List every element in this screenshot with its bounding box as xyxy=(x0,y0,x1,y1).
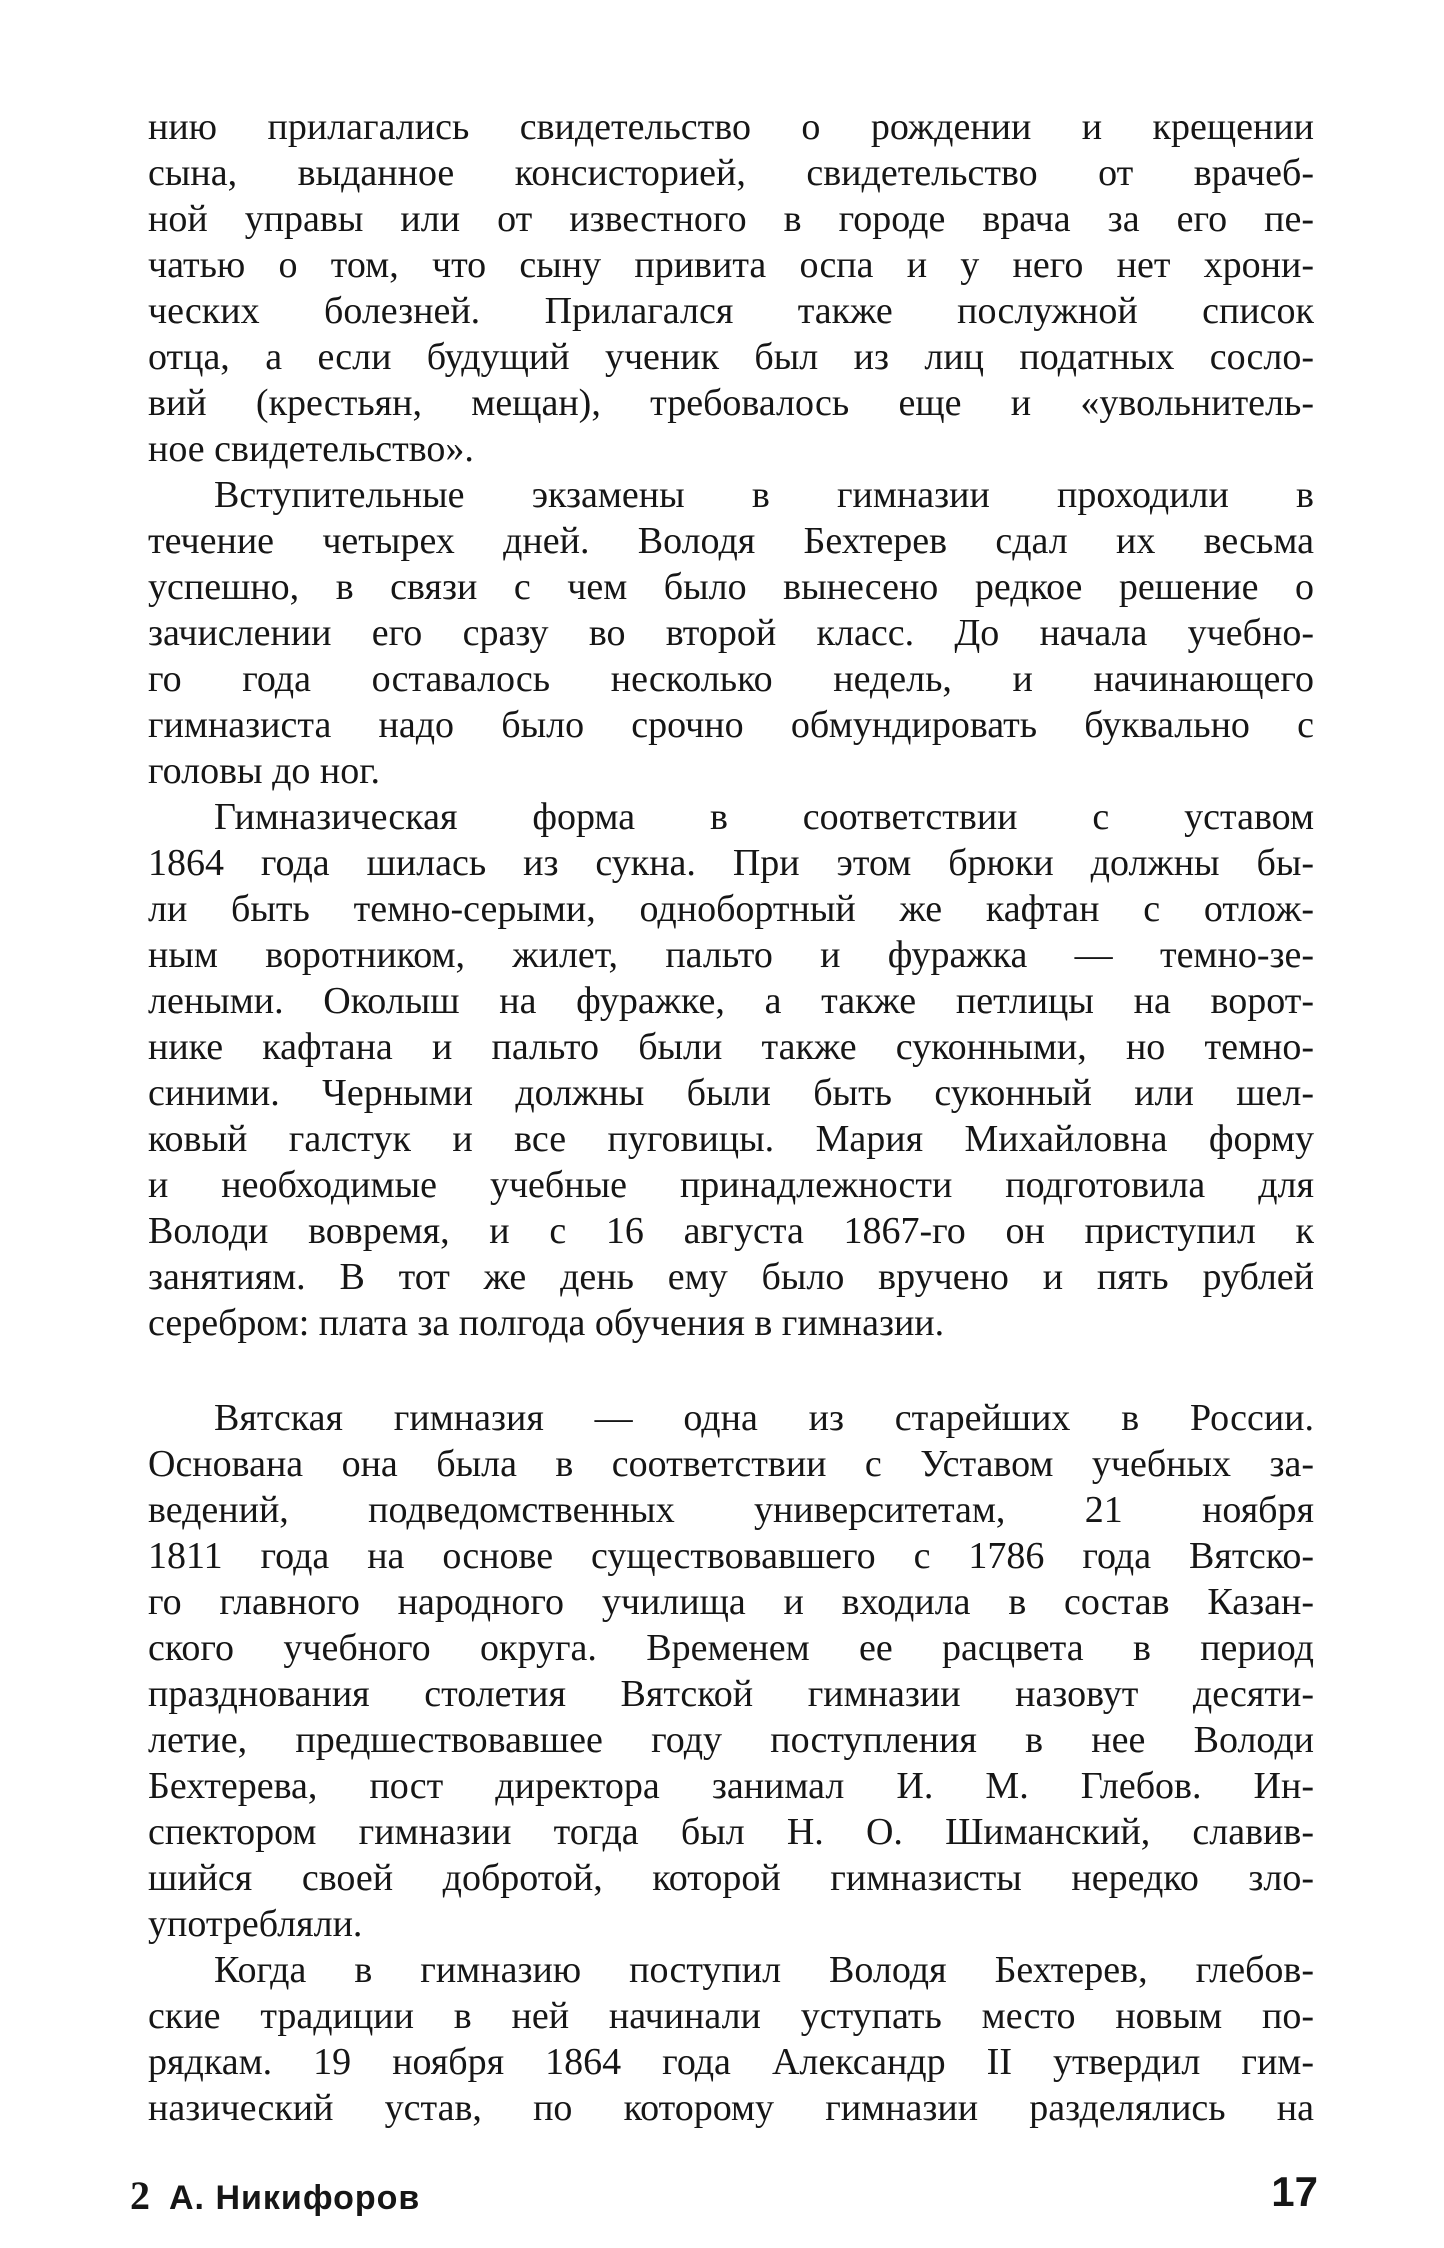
paragraph xyxy=(148,1395,1314,1947)
text-line: Когда в гимназию поступил Володя Бехтерев, глебов- xyxy=(214,1949,1314,1991)
text-line: течение четырех дней. Володя Бехтерев сдал их весьма xyxy=(148,520,1314,562)
text-section-1 xyxy=(148,104,1314,1346)
text-line: Володи вовремя, и с 16 августа 1867-го он приступил к xyxy=(148,1210,1314,1252)
signature-author: А. Никифоров xyxy=(169,2179,421,2217)
text-line: нике кафтана и пальто были также суконными, но темно- xyxy=(148,1026,1314,1068)
text-section-2 xyxy=(148,1395,1314,2131)
text-line: чатью о том, что сыну привита оспа и у него нет хрони- xyxy=(148,244,1314,286)
text-line: рядкам. 19 ноября 1864 года Александр II утвердил гим- xyxy=(148,2041,1314,2083)
text-line: летие, предшествовавшее году поступления в нее Володи xyxy=(148,1719,1314,1761)
text-line: ное свидетельство». xyxy=(148,428,474,470)
text-line: спектором гимназии тогда был Н. О. Шиманский, славив- xyxy=(148,1811,1314,1853)
text-line: ведений, подведомственных университетам, 21 ноября xyxy=(148,1489,1314,1531)
signature-number: 2 xyxy=(130,2173,151,2218)
text-line: шийся своей добротой, которой гимназисты нередко зло- xyxy=(148,1857,1314,1899)
text-line: Бехтерева, пост директора занимал И. М. Глебов. Ин- xyxy=(148,1765,1314,1807)
text-line: назический устав, по которому гимназии разделялись на xyxy=(148,2087,1314,2129)
text-line: успешно, в связи с чем было вынесено редкое решение о xyxy=(148,566,1314,608)
text-line: 1864 года шилась из сукна. При этом брюки должны бы- xyxy=(148,842,1314,884)
text-line: ские традиции в ней начинали уступать место новым по- xyxy=(148,1995,1314,2037)
text-line: го года оставалось несколько недель, и начинающего xyxy=(148,658,1314,700)
text-line: серебром: плата за полгода обучения в гимназии. xyxy=(148,1302,945,1344)
text-line: вий (крестьян, мещан), требовалось еще и «увольнитель- xyxy=(148,382,1314,424)
text-line: леными. Околыш на фуражке, а также петлицы на ворот- xyxy=(148,980,1314,1022)
text-line: Основана она была в соответствии с Уставом учебных за- xyxy=(148,1443,1314,1485)
text-line: 1811 года на основе существовавшего с 1786 года Вятско- xyxy=(148,1535,1314,1577)
text-line: ным воротником, жилет, пальто и фуражка — темно-зе- xyxy=(148,934,1314,976)
text-line: ли быть темно-серыми, однобортный же кафтан с отлож- xyxy=(148,888,1314,930)
text-line: нию прилагались свидетельство о рождении и крещении xyxy=(148,106,1314,148)
signature-mark xyxy=(130,2172,420,2219)
text-line: употребляли. xyxy=(148,1903,363,1945)
paragraph xyxy=(148,1947,1314,2131)
text-line: ского учебного округа. Временем ее расцвета в период xyxy=(148,1627,1314,1669)
text-line: сына, выданное консисторией, свидетельство от врачеб- xyxy=(148,152,1314,194)
text-line: ной управы или от известного в городе врача за его пе- xyxy=(148,198,1314,240)
text-line: Вступительные экзамены в гимназии проходили в xyxy=(214,474,1314,516)
paragraph xyxy=(148,104,1314,472)
paragraph xyxy=(148,794,1314,1346)
text-line: головы до ног. xyxy=(148,750,381,792)
text-line: празднования столетия Вятской гимназии назовут десяти- xyxy=(148,1673,1314,1715)
text-line: и необходимые учебные принадлежности подготовила для xyxy=(148,1164,1314,1206)
text-line: ковый галстук и все пуговицы. Мария Михайловна форму xyxy=(148,1118,1314,1160)
paragraph xyxy=(148,472,1314,794)
text-line: Вятская гимназия — одна из старейших в России. xyxy=(214,1397,1314,1439)
text-line: гимназиста надо было срочно обмундировать буквально с xyxy=(148,704,1314,746)
text-line: Гимназическая форма в соответствии с уставом xyxy=(214,796,1314,838)
text-line: занятиям. В тот же день ему было вручено и пять рублей xyxy=(148,1256,1314,1298)
text-line: синими. Черными должны были быть суконный или шел- xyxy=(148,1072,1314,1114)
page-number: 17 xyxy=(1271,2168,1318,2215)
text-line: зачислении его сразу во второй класс. До начала учебно- xyxy=(148,612,1314,654)
text-line: го главного народного училища и входила в состав Казан- xyxy=(148,1581,1314,1623)
text-line: отца, а если будущий ученик был из лиц податных сосло- xyxy=(148,336,1314,378)
page-footer xyxy=(130,2168,1318,2222)
text-line: ческих болезней. Прилагался также послужной список xyxy=(148,290,1314,332)
